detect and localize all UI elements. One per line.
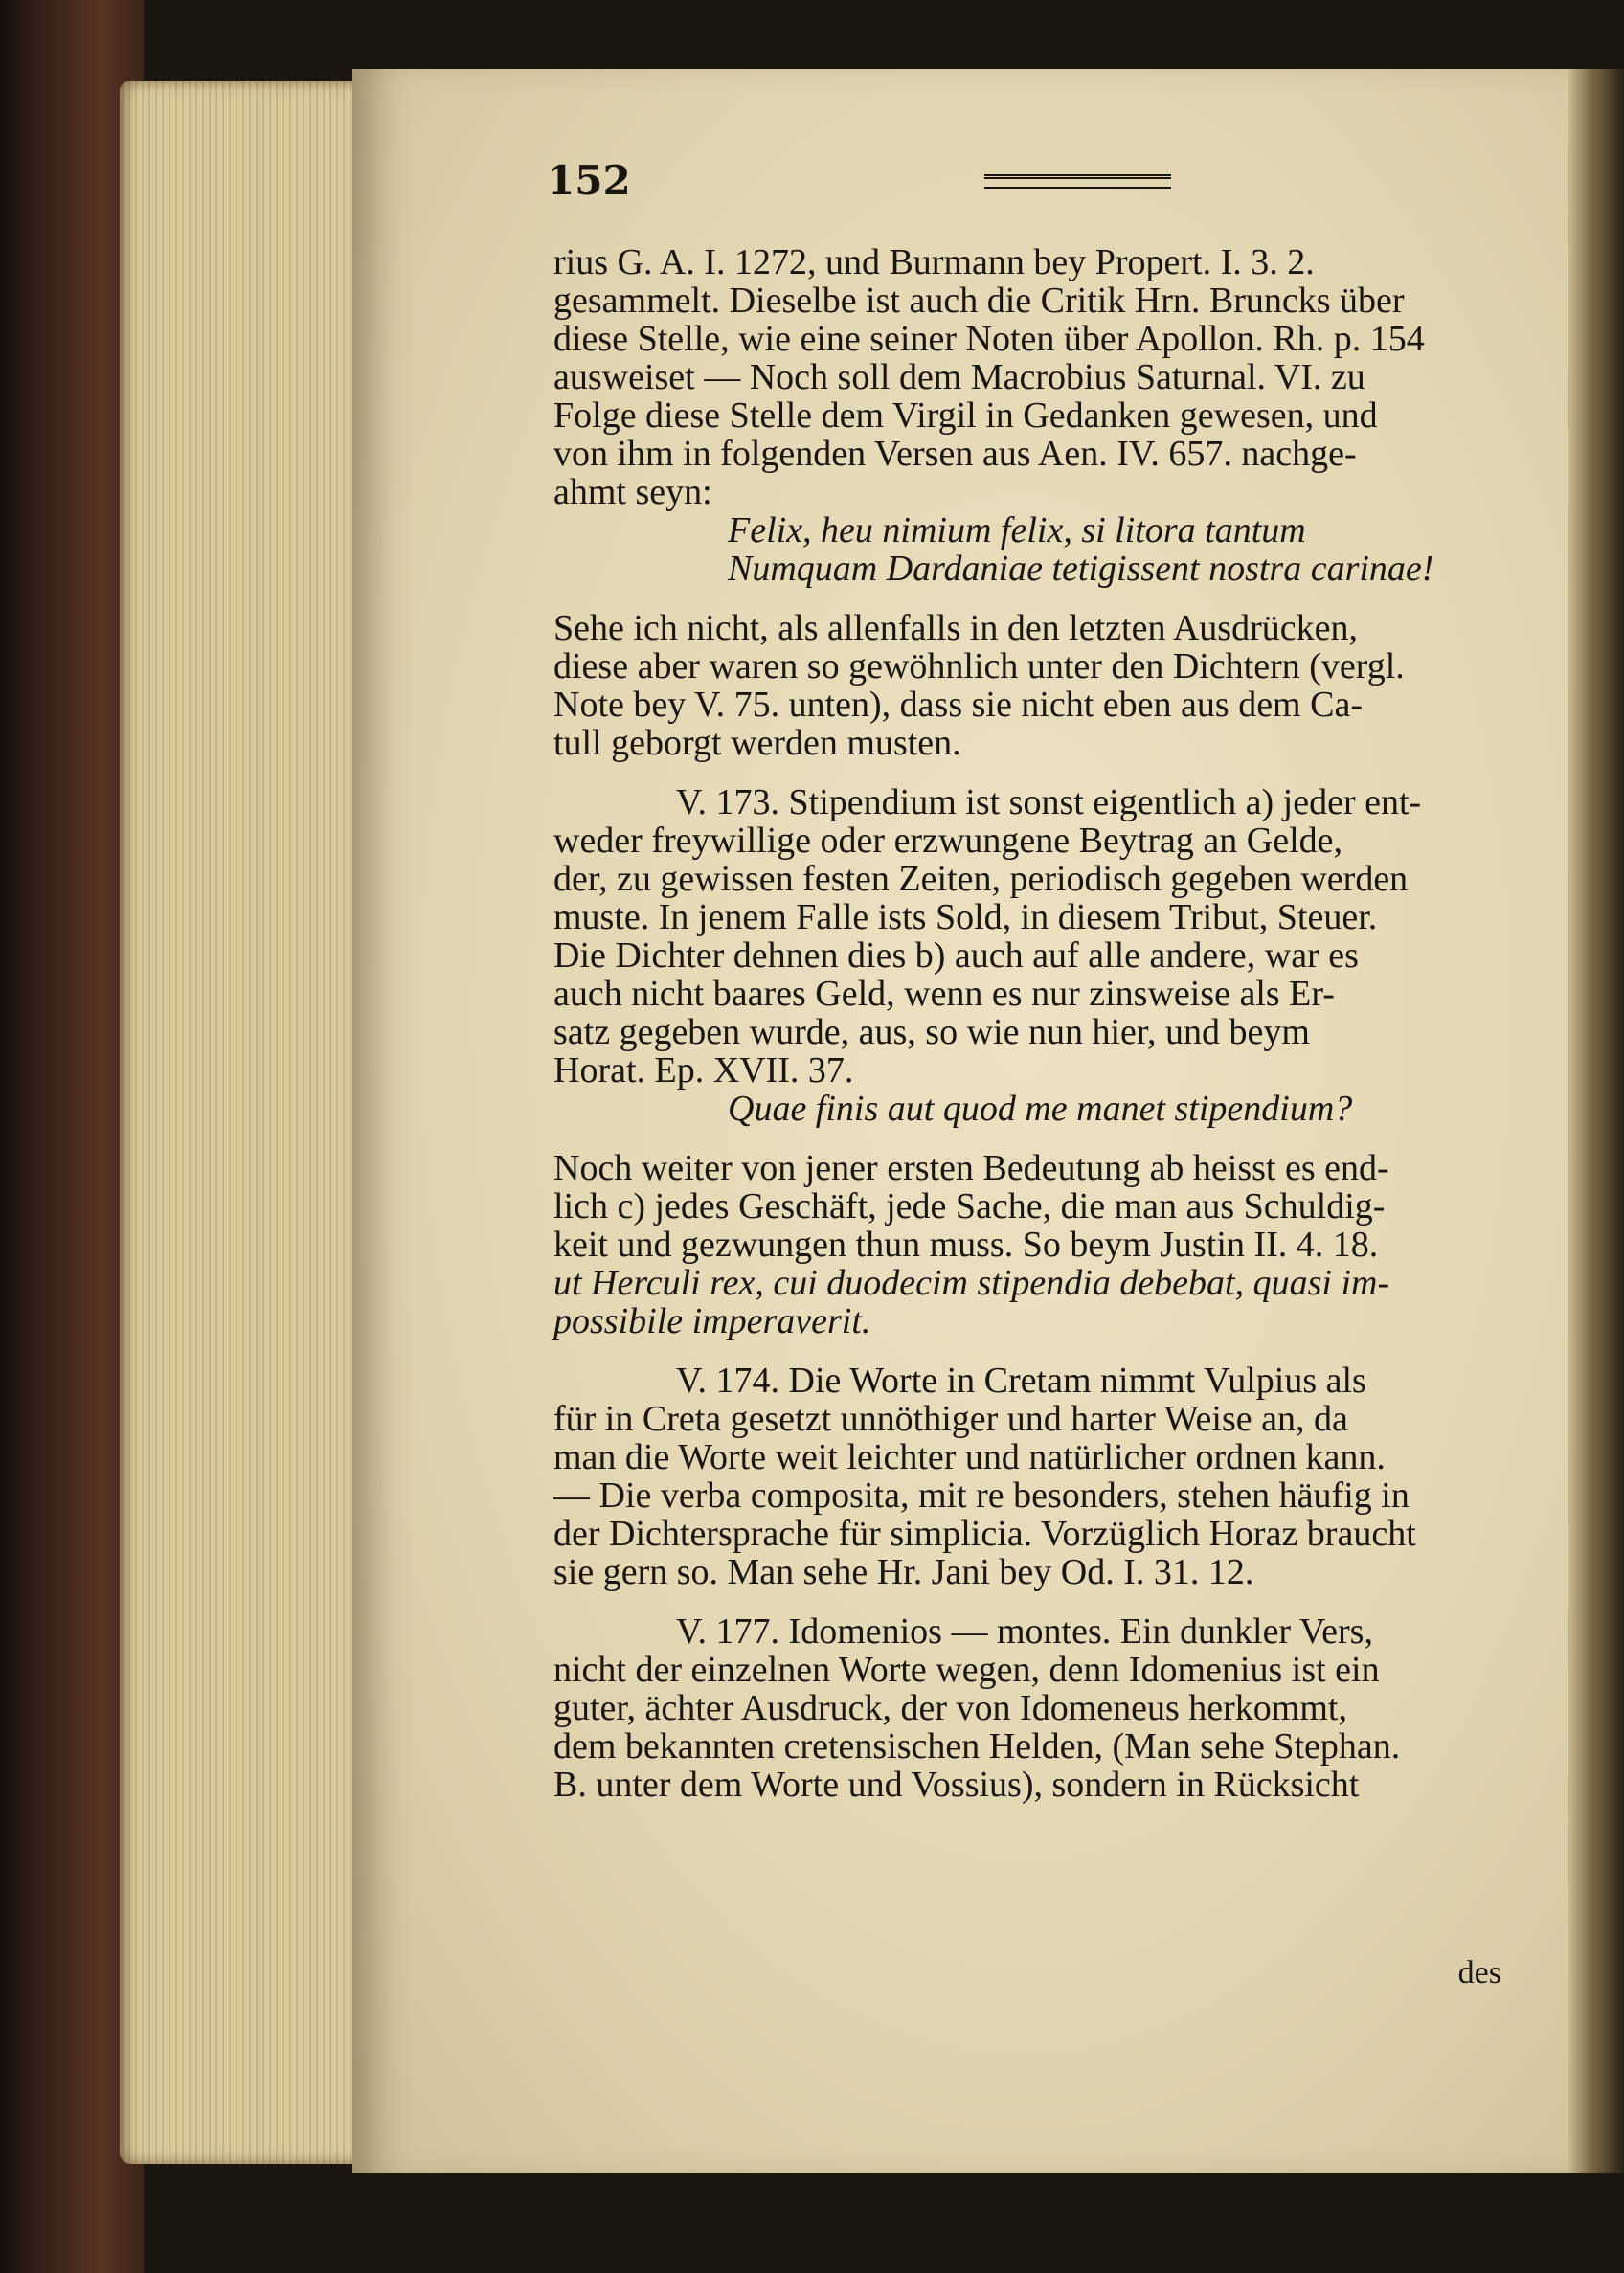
text-line: der, zu gewissen festen Zeiten, periodisch gegeben werden: [553, 859, 1409, 899]
text-line: B. unter dem Worte und Vossius), sondern in Rücksicht: [553, 1765, 1360, 1805]
text-line: muste. In jenem Falle ists Sold, in diesem Tribut, Steuer.: [553, 897, 1378, 937]
text-line: keit und gezwungen thun muss. So beym Justin II. 4. 18.: [553, 1225, 1379, 1265]
page-block-edge: [120, 81, 359, 2164]
text-line: satz gegeben wurde, aus, so wie nun hier, und beym: [553, 1012, 1310, 1052]
text-line: tull geborgt werden musten.: [553, 723, 961, 763]
text-line: V. 174. Die Worte in Cretam nimmt Vulpius als: [676, 1361, 1366, 1401]
text-line: Note bey V. 75. unten), dass sie nicht eben aus dem Ca-: [553, 685, 1363, 725]
text-line: ahmt seyn:: [553, 472, 712, 512]
text-line: der Dichtersprache für simplicia. Vorzüglich Horaz braucht: [553, 1514, 1416, 1554]
text-line: rius G. A. I. 1272, und Burmann bey Propert. I. 3. 2.: [553, 242, 1315, 282]
page-number: 152: [547, 157, 631, 204]
paragraph-gap: [553, 1591, 1468, 1612]
text-line: diese Stelle, wie eine seiner Noten über Apollon. Rh. p. 154: [553, 319, 1425, 359]
text-line: Sehe ich nicht, als allenfalls in den letzten Ausdrücken,: [553, 608, 1358, 648]
paragraph-gap: [553, 762, 1468, 783]
text-line: possibile imperaverit.: [553, 1301, 871, 1341]
text-line: weder freywillige oder erzwungene Beytrag an Gelde,: [553, 821, 1343, 861]
text-line: auch nicht baares Geld, wenn es nur zinsweise als Er-: [553, 974, 1335, 1014]
paragraph-gap: [553, 1340, 1468, 1362]
text-line: guter, ächter Ausdruck, der von Idomeneus herkommt,: [553, 1688, 1347, 1728]
text-line: man die Worte weit leichter und natürlicher ordnen kann.: [553, 1437, 1386, 1477]
text-line: ut Herculi rex, cui duodecim stipendia debebat, quasi im-: [553, 1263, 1390, 1303]
text-line: lich c) jedes Geschäft, jede Sache, die man aus Schuldig-: [553, 1186, 1386, 1227]
text-line: dem bekannten cretensischen Helden, (Man sehe Stephan.: [553, 1726, 1401, 1767]
book-page: [352, 69, 1568, 2173]
text-line: ausweiset — Noch soll dem Macrobius Saturnal. VI. zu: [553, 357, 1365, 397]
text-line: nicht der einzelnen Worte wegen, denn Idomenius ist ein: [553, 1650, 1380, 1690]
catchword: des: [1457, 1955, 1501, 1991]
header-rule: [984, 174, 1171, 189]
page-text: [553, 243, 1468, 1804]
paragraph-gap: [553, 588, 1468, 609]
text-line: diese aber waren so gewöhnlich unter den Dichtern (vergl.: [553, 646, 1405, 686]
text-line: — Die verba composita, mit re besonders, stehen häufig in: [553, 1475, 1410, 1516]
text-line: V. 173. Stipendium ist sonst eigentlich a) jeder ent-: [676, 782, 1422, 822]
text-line: Horat. Ep. XVII. 37.: [553, 1050, 854, 1091]
quote-line: Numquam Dardaniae tetigissent nostra carinae!: [728, 549, 1434, 589]
page-right-edge: [1568, 69, 1624, 2173]
text-line: von ihm in folgenden Versen aus Aen. IV. 657. nachge-: [553, 434, 1357, 474]
text-line: Die Dichter dehnen dies b) auch auf alle andere, war es: [553, 935, 1359, 976]
paragraph-gap: [553, 1128, 1468, 1149]
text-line: sie gern so. Man sehe Hr. Jani bey Od. I. 31. 12.: [553, 1552, 1254, 1592]
text-line: Folge diese Stelle dem Virgil in Gedanken gewesen, und: [553, 395, 1378, 436]
quote-line: Felix, heu nimium felix, si litora tantum: [728, 510, 1306, 551]
text-line: V. 177. Idomenios — montes. Ein dunkler Vers,: [676, 1611, 1373, 1652]
text-line: Noch weiter von jener ersten Bedeutung ab heisst es end-: [553, 1148, 1389, 1188]
text-line: gesammelt. Dieselbe ist auch die Critik Hrn. Bruncks über: [553, 281, 1405, 321]
text-line: für in Creta gesetzt unnöthiger und harter Weise an, da: [553, 1399, 1348, 1439]
quote-line: Quae finis aut quod me manet stipendium?: [728, 1089, 1353, 1129]
